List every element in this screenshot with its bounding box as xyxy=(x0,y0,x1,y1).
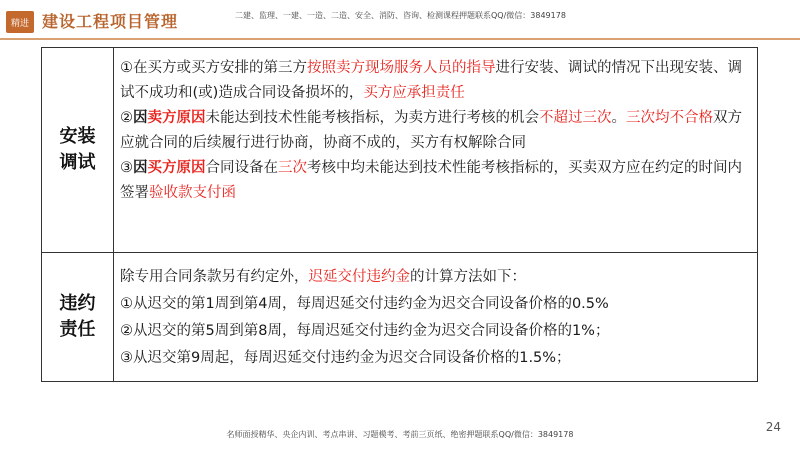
row-label-installation: 安装调试 xyxy=(59,126,96,173)
footer-contact-note: 名师面授精华、央企内训、考点串讲、习题模考、考前三页纸、绝密押题联系QQ/微信：3849178 xyxy=(226,430,574,439)
liability-item: ③从迟交第9周起，每周迟延交付违约金为迟交合同设备价格的1.5%； xyxy=(120,350,571,366)
installation-paragraph-2: ②因卖方原因未能达到技术性能考核指标，为卖方进行考核的机会不超过三次。三次均不合格双方应就合同的后续履行进行协商，协商不成的，买方有权解除合同 xyxy=(120,110,742,151)
table-row-liability xyxy=(42,253,757,381)
header-contact-note: 二建、监理、一建、一造、二造、安全、消防、咨询、检测课程押题联系QQ/微信：3849178 xyxy=(235,11,566,20)
page-number: 24 xyxy=(765,420,781,434)
row-label-liability: 违约责任 xyxy=(59,293,96,340)
liability-item: ②从迟交的第5周到第8周，每周迟延交付违约金为迟交合同设备价格的1%； xyxy=(120,323,610,339)
installation-paragraph-3: ③因买方原因合同设备在三次考核中均未能达到技术性能考核指标的，买卖双方应在约定的时间内签署验收款支付函 xyxy=(120,160,742,201)
installation-paragraph-1: ①在买方或买方安排的第三方按照卖方现场服务人员的指导进行安装、调试的情况下出现安装、调试不成功和(或)造成合同设备损坏的，买方应承担责任 xyxy=(120,60,742,101)
content-table xyxy=(41,47,758,382)
liability-item: ①从迟交的第1周到第4周，每周迟延交付违约金为迟交合同设备价格的0.5% xyxy=(120,296,609,312)
course-title: 建设工程项目管理 xyxy=(42,12,179,31)
liability-intro: 除专用合同条款另有约定外，迟延交付违约金的计算方法如下： xyxy=(120,269,526,285)
row-label-cell xyxy=(42,253,114,381)
row-label-cell xyxy=(42,48,114,252)
logo: 精进 xyxy=(6,11,34,33)
row-content-installation xyxy=(114,48,757,252)
header-divider xyxy=(0,38,800,40)
row-content-liability xyxy=(114,253,757,381)
table-row-installation xyxy=(42,48,757,253)
